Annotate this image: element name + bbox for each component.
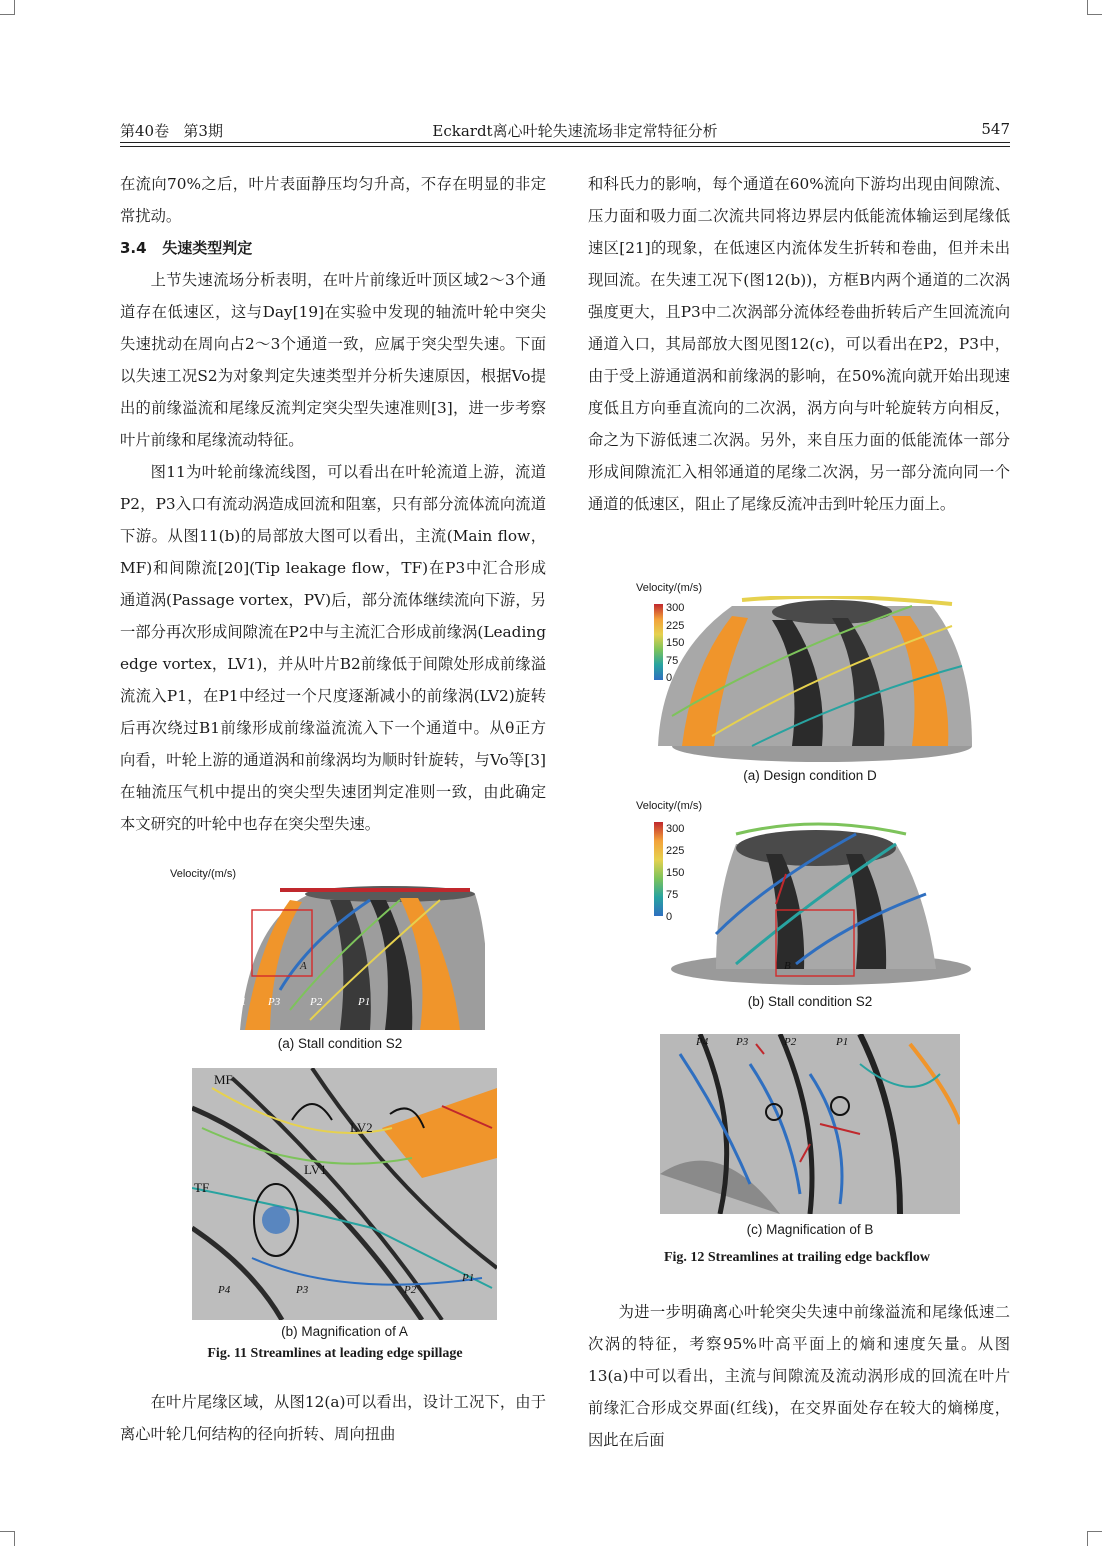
crop-mark [0,0,15,15]
header-rule [120,142,1010,143]
subcaption: (a) Design condition D [743,768,877,783]
magnified-render [192,1068,497,1320]
page-number: 547 [981,120,1010,138]
passage-label: P2 [310,996,323,1008]
legend-tick: 75 [666,654,679,667]
annotation-mf: MF [214,1072,233,1087]
legend-title: Velocity/(m/s) [636,582,703,594]
passage-label: P2 [784,1036,797,1048]
impeller-render [652,596,976,762]
figure-12a [636,582,976,762]
paragraph: 上节失速流场分析表明，在叶片前缘近叶顶区域2～3个通道存在低速区，这与Day[19]在实验中发现的轴流叶轮中突尖失速扰动在周向占2～3个通道一致，应属于突尖型失速。下面以失速工况S2为对象判定失速类型并分析失速原因，根据Vo提出的前缘溢流和尾缘反流判定突尖型失速准则[3]，进一步考察叶片前缘和尾缘流动特征。 [120,271,546,449]
legend-title: Velocity/(m/s) [170,868,237,880]
figure-caption: Fig. 11 Streamlines at leading edge spillage [207,1346,463,1361]
legend-tick: 0 [666,911,673,923]
paragraph: 在流向70%之后，叶片表面静压均匀升高，不存在明显的非定常扰动。 [120,175,546,225]
impeller-render [656,814,976,988]
passage-label: P3 [736,1036,749,1048]
annotation-lv1: LV1 [304,1162,327,1177]
paragraph: 图11为叶轮前缘流线图，可以看出在叶轮流道上游，流道P2，P3入口有流动涡造成回流和阻塞，只有部分流体流向流道下游。从图11(b)的局部放大图可以看出，主流(Main flow，MF)和间隙流[20](Tip leakage flow，TF)在P3中汇合形成通道涡(Passage vortex，PV)后，部分流体继续流向下游，另一部分再次形成间隙流在P2中与主流汇合形成前缘涡(Leading edge vortex，LV1)，并从叶片B2前缘低于间隙处形成前缘溢流流入P1，在P1中经过一个尺度逐渐减小的前缘涡(LV2)旋转后再次绕过B1前缘形成前缘溢流流入下一个通道中。从θ正方向看，叶轮上游的通道涡和前缘涡均为顺时针旋转，与Vo等[3]在轴流压气机中提出的突尖型失速团判定准则一致，由此确定本文研究的叶轮中也存在突尖型失速。 [120,463,546,833]
left-column-bottom [120,1386,546,1450]
paragraph: 在叶片尾缘区域，从图12(a)可以看出，设计工况下，由于离心叶轮几何结构的径向折转、周向扭曲 [120,1393,546,1443]
box-label: A [300,960,307,972]
passage-label: P1 [462,1272,475,1284]
passage-label: P4 [696,1036,709,1048]
figure-caption: Fig. 12 Streamlines at trailing edge backflow [663,1250,931,1265]
header-volume: 第40卷 第3期 [120,122,223,140]
figure-12b [636,800,976,988]
left-column-top [120,168,546,840]
paragraph: 和科氏力的影响，每个通道在60%流向下游均出现由间隙流、压力面和吸力面二次流共同将边界层内低能流体输运到尾缘低速区[21]的现象，在低速区内流体发生折转和卷曲，但并未出现回流。在失速工况下(图12(b))，方框B内两个通道的二次涡强度更大，且P3中二次涡部分流体经卷曲折转后产生回流流向通道入口，其局部放大图见图12(c)，可以看出在P2，P3中，由于受上游通道涡和前缘涡的影响，在50%流向就开始出现速度低且方向垂直流向的二次涡，涡方向与叶轮旋转方向相反，命之为下游低速二次涡。另外，来自压力面的低能流体一部分形成间隙流汇入相邻通道的尾缘二次涡，另一部分流向同一个通道的低速区，阻止了尾缘反流冲击到叶轮压力面上。 [588,175,1010,513]
subcaption: (b) Stall condition S2 [747,994,873,1009]
legend-tick: 300 [666,602,685,614]
legend-tick: 225 [666,619,685,632]
legend-tick: 75 [666,889,679,901]
annotation-tf: TF [194,1180,210,1195]
legend-tick: 300 [666,823,685,835]
subcaption: (b) Magnification of A [281,1324,408,1339]
legend-tick: 150 [666,637,685,649]
crop-mark [1087,1531,1102,1546]
legend-tick: 225 [666,845,685,857]
crop-mark [0,1531,15,1546]
passage-label: P3 [268,996,281,1008]
passage-label: P1 [836,1036,849,1048]
passage-label: P4 [218,1284,231,1296]
legend-title: Velocity/(m/s) [636,800,703,812]
legend-tick: 0 [666,672,673,684]
legend-tick: 150 [666,867,685,879]
crop-mark [1087,0,1102,15]
header-title: Eckardt离心叶轮失速流场非定常特征分析 [432,122,718,140]
box-label: B [784,960,791,972]
paragraph: 为进一步明确离心叶轮突尖失速中前缘溢流和尾缘低速二次涡的特征，考察95%叶高平面上的熵和速度矢量。从图13(a)中可以看出，主流与间隙流及流动涡形成的回流在叶片前缘汇合形成交界面(红线)，在交界面处存在较大的熵梯度，因此在后面 [588,1303,1010,1449]
magnified-render [660,1034,960,1214]
figure-11a [170,868,485,1030]
header-rule-thin [120,146,1010,147]
passage-label: P3 [296,1284,309,1296]
figure-11b [192,1068,497,1320]
section-heading: 3.4 失速类型判定 [120,239,253,257]
passage-label: P2 [404,1284,417,1296]
right-column-bottom [588,1296,1010,1456]
right-column-top [588,168,1010,520]
annotation-lv2: LV2 [350,1120,373,1135]
figure-12c [660,1034,960,1214]
passage-label: P1 [358,996,371,1008]
header-issue: 第3期 [183,122,223,140]
subcaption: (c) Magnification of B [746,1222,874,1237]
subcaption: (a) Stall condition S2 [277,1036,403,1051]
passage-label: P1 [234,996,247,1008]
